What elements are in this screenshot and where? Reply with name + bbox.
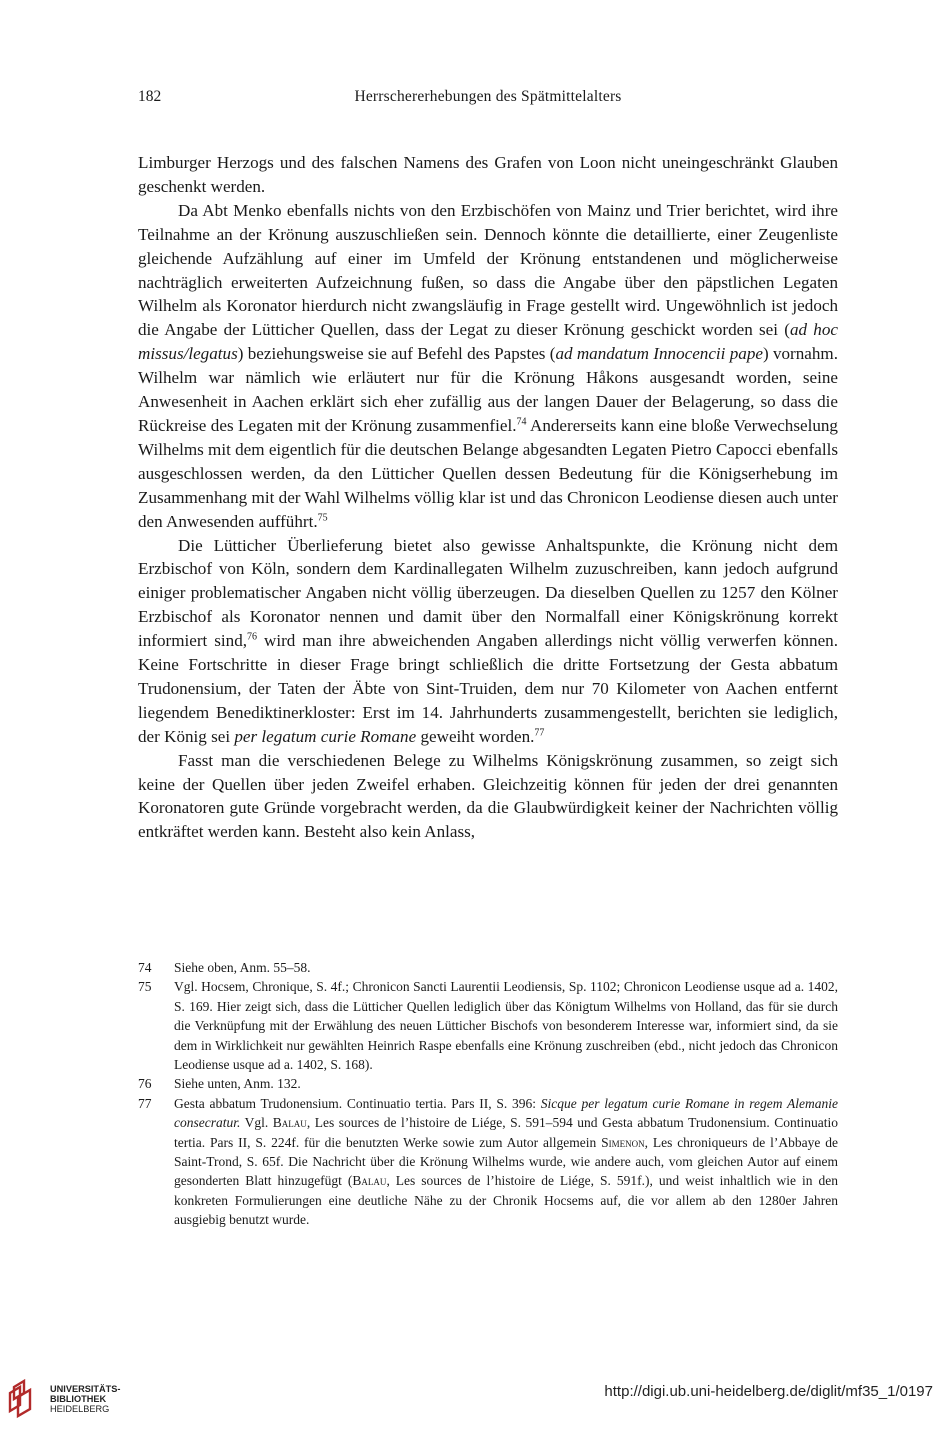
paragraph-1: [138, 151, 838, 199]
footnote-77-latin-quote: Sicque per legatum curie Romane in regem Alemanie consecratur.: [174, 1095, 838, 1131]
paragraph-2-text-b: ) beziehungsweise sie auf Befehl des Papstes (: [237, 344, 556, 364]
author-balau: Balau: [352, 1173, 387, 1189]
footnote-ref-74[interactable]: 74: [516, 416, 527, 428]
paragraph-2-text-d: Andererseits kann eine bloße Verwechselung Wilhelms mit dem eigentlich für die deutschen Belange abgesandten Legaten Pietro Capocci ebenfalls ausgeschlossen werden, da den Lütticher Quellen dessen Bedeutung für die Königserhebung im Zusammenhang mit der Wahl Wilhelms völlig klar ist und das Chronicon Leodiense diesen auch unter den Anwesenden aufführt.: [138, 415, 838, 531]
footnote-77: [138, 1094, 838, 1230]
paragraph-4: [138, 749, 838, 845]
author-balau: Balau: [272, 1115, 307, 1131]
footnotes: [138, 958, 838, 1230]
paragraph-3-text-c: geweiht worden.: [416, 726, 535, 746]
paragraph-2-text-c: ) vornahm. Wilhelm war nämlich wie erläutert nur für die Krönung Håkons ausgesandt worden, seine Anwesenheit in Aachen erklärt sich eher zufällig aus der langen Dauer der Belagerung, so dass die Rückreise des Legaten mit der Krönung zusammenfiel.: [138, 344, 838, 435]
author-simenon: Simenon: [601, 1134, 645, 1150]
paragraph-3: [138, 534, 838, 749]
footnote-text: [174, 1094, 838, 1230]
latin-quote-legatum: per legatum curie Romane: [234, 726, 417, 746]
library-logo-icon: [8, 1379, 44, 1419]
footnote-number: 74: [138, 960, 152, 975]
footnote-number: 77: [138, 1095, 152, 1111]
paragraph-1-text: Limburger Herzogs und des falschen Namens des Grafen von Loon nicht uneingeschränkt Glauben geschenkt werden.: [138, 153, 838, 196]
library-name-line-1: UNIVERSITÄTS-: [50, 1384, 121, 1394]
paragraph-2: [138, 199, 838, 534]
footnote-text: Siehe oben, Anm. 55–58.: [174, 960, 311, 975]
paragraph-2-text-a: Da Abt Menko ebenfalls nichts von den Erzbischöfen von Mainz und Trier berichtet, wird ihre Teilnahme an der Krönung auszuschließen sein. Dennoch könnte die detaillierte, einer Zeugenliste gleichende Aufzählung auf einer im Umfeld der Krönung entstandenen und möglicherweise nachträglich erweiterten Aufzeichnung fußen, so dass die Angabe über den päpstlichen Legaten Wilhelm als Koronator hierdurch nicht zwangsläufig in Frage gestellt wird. Ungewöhnlich ist jedoch die Angabe der Lütticher Quellen, dass der Legat zu dieser Krönung geschickt worden sei (: [138, 200, 838, 340]
footnote-ref-76[interactable]: 76: [247, 631, 258, 643]
footnote-ref-75[interactable]: 75: [317, 511, 328, 523]
latin-quote-missus: ad hoc missus/legatus: [138, 320, 838, 364]
footnote-number: 76: [138, 1076, 152, 1092]
footnote-77-text-b: Vgl.: [240, 1115, 273, 1131]
page-header: [138, 88, 838, 112]
paragraph-3-text-a: Die Lütticher Überlieferung bietet also gewisse Anhaltspunkte, die Krönung nicht dem Erzbischof von Köln, sondern dem Kardinallegaten Wilhelm zuzuschreiben, kann jedoch aufgrund einiger problematischer Angaben nicht völlig überzeugen. Da dieselben Quellen zu 1257 den Kölner Erzbischof als Koronator nennen und damit über den Normalfall einer Königskrönung korrekt informiert sind,: [138, 535, 838, 651]
main-text: [138, 151, 838, 844]
footnote-74: [138, 958, 838, 977]
library-logo[interactable]: [8, 1377, 120, 1421]
library-name-line-2: BIBLIOTHEK: [50, 1394, 107, 1404]
running-title: Herrschererhebungen des Spätmittelalters: [354, 88, 622, 105]
footnote-ref-77[interactable]: 77: [534, 727, 545, 739]
paragraph-3-text-b: wird man ihre abweichenden Angaben allerdings nicht völlig verwerfen können. Keine Fortschritte in dieser Frage bringt schließlich die dritte Fortsetzung der Gesta abbatum Trudonensium, der Taten der Äbte von Sint-Truiden, dem nur 70 Kilometer von Aachen entfernt liegendem Benediktinerkloster: Erst im 14. Jahrhunderts zusammengestellt, berichten sie lediglich, der König sei: [138, 631, 838, 746]
library-name: [50, 1384, 120, 1414]
footnote-77-text-a: Gesta abbatum Trudonensium. Continuatio tertia. Pars II, S. 396:: [174, 1095, 541, 1111]
latin-quote-mandatum: ad mandatum Innocencii pape: [555, 344, 763, 364]
footnote-75: [138, 977, 838, 1074]
footnote-77-text-e: , Les sources de l’histoire de Liége, S. 591f.), und weist inhaltlich wie in den konkreten Formulierungen eine deutliche Nähe zu der Chronik Hocsems auf, die vor allem ab den 1280er Jahren ausgiebig benutzt wurde.: [174, 1173, 839, 1228]
footnote-text: Siehe unten, Anm. 132.: [174, 1076, 301, 1092]
footnote-number: 75: [138, 979, 152, 995]
source-url[interactable]: http://digi.ub.uni-heidelberg.de/diglit/mf35_1/0197: [604, 1383, 933, 1400]
footnote-77-text-d: , Les chroniqueurs de l’Abbaye de Saint-Trond, S. 65f. Die Nachricht über die Krönung Wilhelms wurde, wie andere auch, vom gleichen Autor auf einem gesonderten Blatt hinzugefügt (: [174, 1134, 838, 1189]
page-number: 182: [138, 88, 162, 105]
footnote-77-text-c: , Les sources de l’histoire de Liége, S. 591–594 und Gesta abbatum Trudonensium. Continuatio tertia. Pars II, S. 224f. für die benutzten Werke sowie zum Autor allgemein: [174, 1115, 838, 1150]
footnote-text: Vgl. Hocsem, Chronique, S. 4f.; Chronicon Sancti Laurentii Leodiensis, Sp. 1102; Chronicon Leodiense usque ad a. 1402, S. 169. Hier zeigt sich, dass die Lütticher Quellen lediglich über das Königtum Wilhelms von Holland, das für sie durch die Verknüpfung mit der Erwählung des neuen Lütticher Bischofs von besonderem Interesse war, informiert sind, da sie dem in Wirklichkeit nur gewählten Heinrich Raspe ebenfalls eine Krönung zuschreiben (ebd., nicht jedoch das Chronicon Leodiense usque ad a. 1402, S. 168).: [174, 979, 838, 1073]
footnote-76: [138, 1074, 838, 1093]
paragraph-4-text: Fasst man die verschiedenen Belege zu Wilhelms Königskrönung zusammen, so zeigt sich keine der Quellen über jeden Zweifel erhaben. Gleichzeitig können für jeden der drei genannten Koronatoren gute Gründe vorgebracht werden, da die Glaubwürdigkeit keiner der Nachrichten völlig entkräftet werden kann. Besteht also kein Anlass,: [138, 750, 838, 842]
library-name-line-3: HEIDELBERG: [50, 1404, 110, 1414]
